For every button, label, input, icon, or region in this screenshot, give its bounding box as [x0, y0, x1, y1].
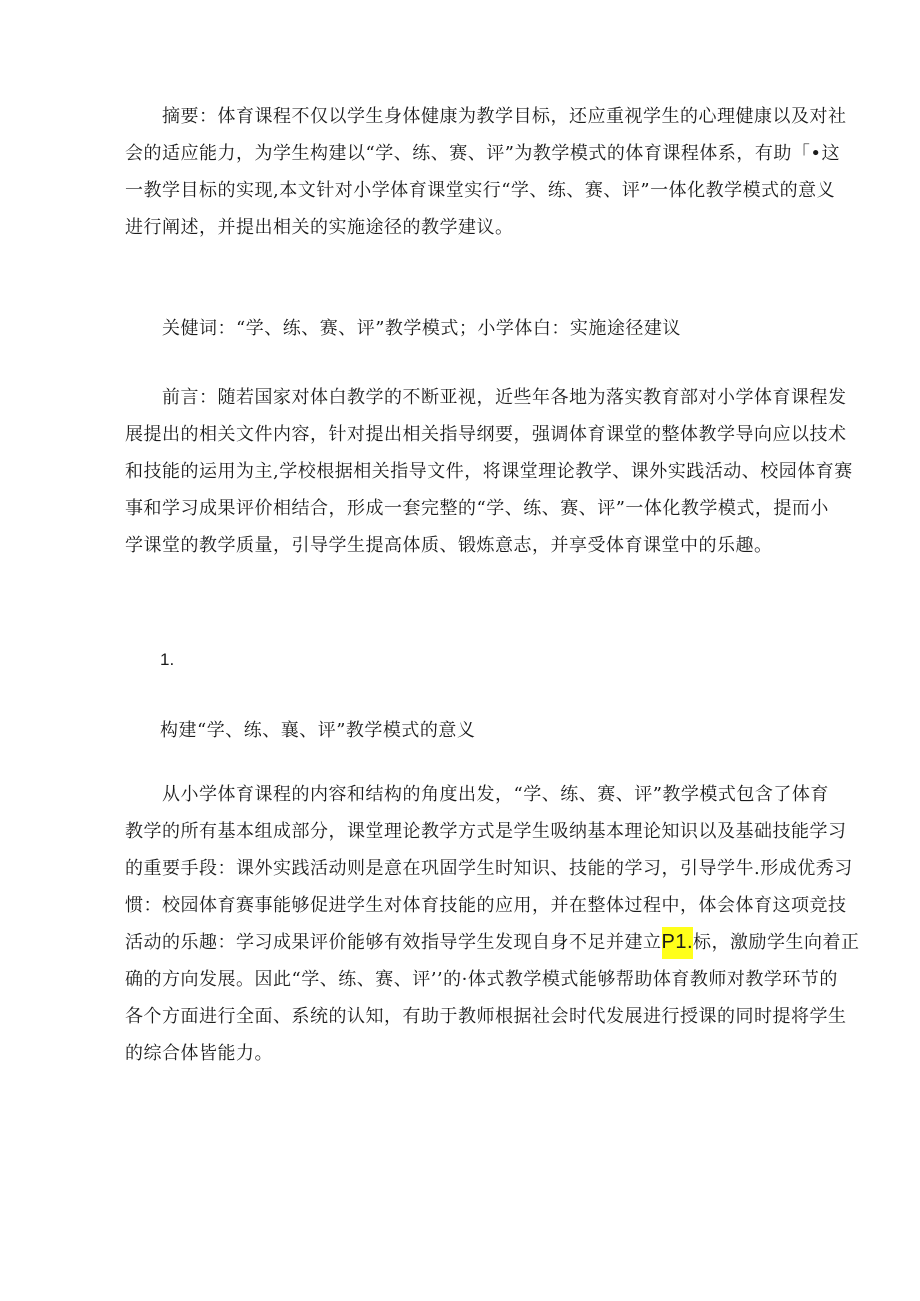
- preface-line: 和技能的运用为主,学校根据相关指导文件，将课堂理论教学、课外实践活动、校园体育赛: [125, 461, 853, 482]
- abstract-line: 会的适应能力，为学生构建以“学、练、赛、评”为教学模式的体育课程体系，有助「•这: [125, 143, 841, 164]
- body-line: 各个方面进行全面、系统的认知，有助于教师根据社会时代发展进行授课的同时提将学生: [125, 1006, 847, 1027]
- body-line: 从小学体育课程的内容和结构的角度出发，“学、练、赛、评”教学模式包含了体育: [162, 784, 829, 805]
- preface-line: 前言：随若国家对体白教学的不断亚视，近些年各地为落实教育部对小学体育课程发: [162, 387, 847, 408]
- preface-line: 学课堂的教学质量，引导学生提高体质、锻炼意志，并享受体育课堂中的乐趣。: [125, 535, 773, 556]
- section-body-paragraph: [125, 776, 860, 1072]
- preface-line: 展提出的相关文件内容，针对提出相关指导纲要，强调体育课堂的整体教学导向应以技术: [125, 424, 847, 445]
- body-line: 的重要手段：课外实践活动则是意在巩固学生时知识、技能的学习，引导学牛.形成优秀习: [125, 858, 853, 879]
- abstract-line: 摘要：体育课程不仅以学生身体健康为教学目标，还应重视学生的心理健康以及对社: [162, 106, 847, 127]
- preface-line: 事和学习成果评价相结合，形成一套完整的“学、练、赛、评”一体化教学模式，提而小: [125, 498, 829, 519]
- body-line-highlighted: [125, 924, 860, 961]
- keywords-line: 关健词：“学、练、赛、评”教学模式；小学体白：实施途径建议: [162, 318, 681, 339]
- highlighted-text: P1.: [662, 927, 694, 959]
- body-line: 惯：校园体育赛事能够促进学生对体育技能的应用，并在整体过程中，体会体育这项竞技: [125, 895, 847, 916]
- section-number: 1.: [160, 650, 175, 669]
- abstract-line: 进行阐述，并提出相关的实施途径的教学建议。: [125, 217, 514, 238]
- highlight-line-after: 标，激励学生向着正: [693, 932, 860, 953]
- keywords-paragraph: [125, 310, 805, 347]
- highlight-line-before: 活动的乐趣：学习成果评价能够有效指导学生发现自身不足并建立: [125, 932, 662, 953]
- body-line: 确的方向发展。因此“学、练、赛、评’’的·体式教学模式能够帮助体育教师对教学环节的: [125, 969, 838, 990]
- abstract-line: 一教学目标的实现,本文针对小学体育课堂实行“学、练、赛、评”一体化教学模式的意义: [125, 180, 836, 201]
- preface-paragraph: [125, 379, 853, 564]
- section-heading: 构建“学、练、襄、评”教学模式的意义: [160, 720, 476, 741]
- body-line: 教学的所有基本组成部分，课堂理论教学方式是学生吸纳基本理论知识以及基础技能学习: [125, 821, 847, 842]
- body-line: 的综合体皆能力。: [125, 1043, 273, 1064]
- abstract-paragraph: [125, 98, 847, 246]
